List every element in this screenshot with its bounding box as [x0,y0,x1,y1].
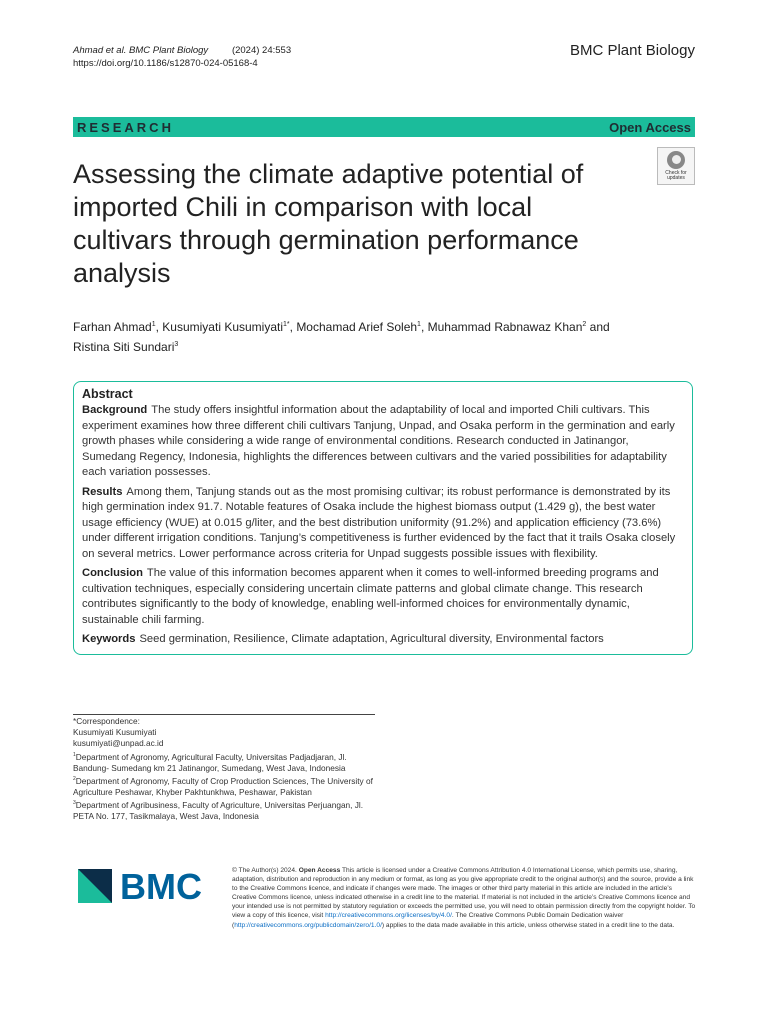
author-name[interactable]: Kusumiyati Kusumiyati [162,320,284,334]
footnote-divider [73,714,375,715]
bmc-logo-text: BMC [120,866,202,906]
public-domain-link[interactable]: http://creativecommons.org/publicdomain/zero/1.0/ [234,921,382,929]
open-access-statement-label: Open Access [298,867,341,874]
abstract-keywords: Keywords Seed germination, Resilience, Climate adaptation, Agricultural diversity, Environmental factors [82,633,604,645]
correspondence-email[interactable]: kusumiyati@unpad.ac.id [73,738,164,749]
article-type-label: RESEARCH [77,119,174,135]
journal-name: BMC Plant Biology [569,42,695,59]
abstract-heading: Abstract [82,387,133,401]
citation-authors: Ahmad et al. [73,45,127,56]
check-for-updates-badge[interactable] [657,147,695,185]
citation-line [73,44,291,57]
correspondence-name: Kusumiyati Kusumiyati [73,727,157,738]
author-name[interactable]: Ristina Siti Sundari [73,340,175,354]
author-name[interactable]: Muhammad Rabnawaz Khan [427,320,583,334]
affiliation-2: $^2$Department of Agronomy, Faculty of Crop Production Sciences, The University of Agriculture Peshawar, Khyber Pakhtunkhwa, Peshawar, Pakistan [73,775,373,797]
correspondence-label: *Correspondence: [73,716,140,726]
article-type-band [73,117,695,137]
check-for-updates-icon [667,151,685,169]
author-list: Farhan Ahmad$^1$, Kusumiyati Kusumiyati$^{1*}$, Mochamad Arief Soleh$^1$, Muhammad Rabnawaz Khan$^2$ and Ristina Siti Sundari$^3$ [73,320,610,354]
license-statement: © The Author(s) 2024. Open Access This article is licensed under a Creative Commons Attribution 4.0 International License, which permits use, sharing, adaptation, distribution and reproduction in any medium or format, as long as you give appropriate credit to the original author(s) and the source, provide a link to the Creative Commons licence, and indicate if changes were made. The images or other third party material in this article are included in the article’s Creative Commons licence, unless indicated otherwise in a credit line to the material. If material is not included in the article’s Creative Commons licence and your intended use is not permitted by statutory regulation or exceeds the permitted use, you will need to obtain permission directly from the copyright holder. To view a copy of this licence, visit http://creativecommons.org/licenses/by/4.0/. The Creative Commons Public Domain Dedication waiver (http://creativecommons.org/publicdomain/zero/1.0/) applies to the data made available in this article, unless otherwise stated in a credit line to the data. [232,867,696,929]
running-header [73,44,291,70]
abstract-conclusion: Conclusion The value of this information becomes apparent when it comes to well-informed breeding programs and cultivation techniques, especially considering uncertain climate patterns and global climate change. This research contributes significantly to the body of knowledge, enabling well-informed choices for environmentally dynamic, sustainable chili farming. [82,567,659,626]
author-name[interactable]: Mochamad Arief Soleh [296,320,418,334]
abstract-results: Results Among them, Tanjung stands out as the most promising cultivar; its robust performance is demonstrated by its high germination index 91.7. Notable features of Osaka include the highest biomass output (1.429 g), the best water usage efficiency (WUE) at 0.015 g/liter, and the best distribution uniformity (91.2%) and application efficiency (73.6%) under different irrigation conditions. Tanjung’s competitiveness is further evidenced by the fact that it trails Osaka closely on several metrics. Lower performance across criteria for Unpad suggests possible issues with flexibility. [82,485,676,560]
doi-link[interactable]: https://doi.org/10.1186/s12870-024-05168-4 [73,58,258,69]
article-title: Assessing the climate adaptive potential of imported Chili in comparison with local cultivars through germination performance analysis [73,159,584,288]
abstract-background: Background The study offers insightful information about the adaptability of local and imported Chili cultivars. This experiment examines how three different chili cultivars Tanjung, Unpad, and Osaka perform in the germination and early growth phases while considering a wide range of environmental conditions. Research conducted in Jatinangor, Sumedang Regency, Indonesia, highlights the differences between cultivars and the varied possibilities for adaptability each variation possesses. [82,404,675,478]
bmc-logo-icon [78,866,218,906]
footnotes [73,716,373,822]
license-link[interactable]: http://creativecommons.org/licenses/by/4.0/ [325,912,452,920]
citation-year-volume: (2024) 24:553 [231,45,292,56]
affiliation-1: $^1$Department of Agronomy, Agricultural Faculty, Universitas Padjadjaran, Jl. Bandung- Sumedang km 21 Jatinangor, Sumedang, West Java, Indonesia [73,751,347,773]
open-access-label: Open Access [609,119,691,135]
citation-journal: BMC Plant Biology [128,45,209,56]
abstract-box [73,381,693,655]
check-for-updates-text: Check for updates [665,169,687,181]
affiliation-3: $^3$Department of Agribusiness, Faculty of Agriculture, Universitas Perjuangan, Jl. PETA No. 177, Tasikmalaya, West Java, Indonesia [73,799,364,821]
author-name[interactable]: Farhan Ahmad [73,320,152,334]
